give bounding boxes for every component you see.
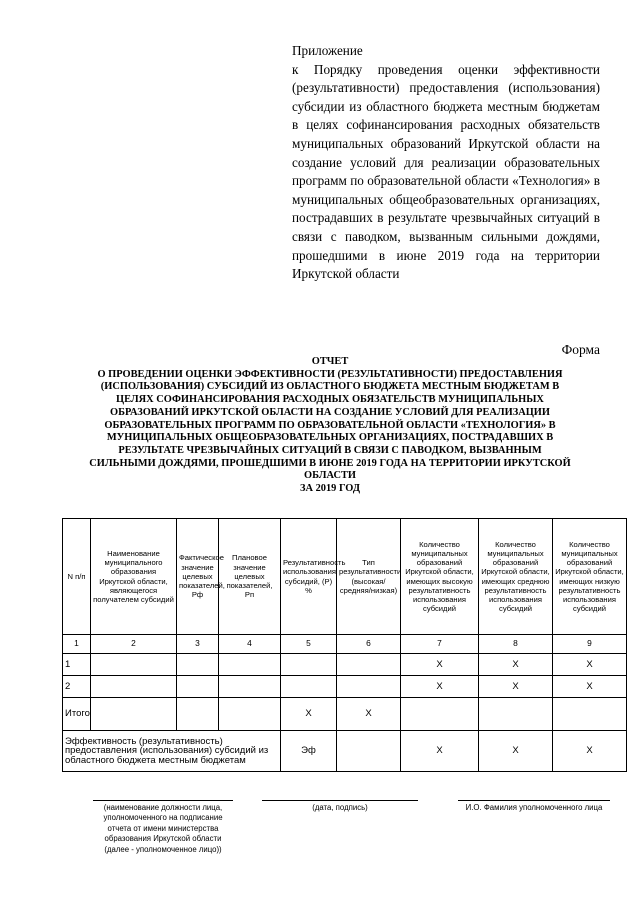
report-title-line: ЗА 2019 ГОД xyxy=(299,483,361,495)
table-cell: 2 xyxy=(63,676,91,698)
header-cell: Плановое значение целевых показателей, Рп xyxy=(219,519,281,635)
position-caption: (наименование должности лица, уполномоченного на подписание отчета от имени министерства образования Иркутской области (далее - уполномоченное лицо)) xyxy=(103,803,223,854)
report-title-line: МУНИЦИПАЛЬНЫХ ОБЩЕОБРАЗОВАТЕЛЬНЫХ ОРГАНИЗАЦИЯХ, ПОСТРАДАВШИХ В xyxy=(106,432,554,444)
column-number: 3 xyxy=(177,635,219,654)
table-cell: Х xyxy=(281,698,337,731)
table-cell: Итого xyxy=(63,698,91,731)
report-title-line: ОБРАЗОВАТЕЛЬНЫХ ПРОГРАММ ПО ОБРАЗОВАТЕЛЬНОЙ ОБЛАСТИ «ТЕХНОЛОГИЯ» В xyxy=(104,419,556,431)
signature-name-block xyxy=(458,800,610,813)
table-cell xyxy=(401,698,479,731)
signature-line xyxy=(93,800,233,801)
appendix-body: к Порядку проведения оценки эффективности (результативности) предоставления (использования) субсидии из областного бюджета местным бюджетам в целях софинансирования расходных обязательств муниципальных образований Иркутской области на создание условий для реализации образовательных программ по образовательной области «Технология» в муниципальных общеобразовательных организациях, пострадавших в результате чрезвычайных ситуаций в связи с паводком, вызванным сильными дождями, прошедшими в июне 2019 года на территории Иркутской области xyxy=(292,61,600,282)
report-title-line: СИЛЬНЫМИ ДОЖДЯМИ, ПРОШЕДШИМИ В ИЮНЕ 2019 ГОДА НА ТЕРРИТОРИИ ИРКУТСКОЙ xyxy=(89,457,571,469)
table-cell xyxy=(337,731,401,772)
signature-line xyxy=(458,800,610,801)
header-cell: Количество муниципальных образований Иркутской области, имеющих низкую результативность использования субсидий xyxy=(553,519,627,635)
header-cell: Наименование муниципального образования Иркутской области, являющегося получателем субсидий xyxy=(91,519,177,635)
appendix-block xyxy=(292,42,600,284)
table-cell xyxy=(219,676,281,698)
table-cell xyxy=(337,676,401,698)
table-cell: Х xyxy=(401,654,479,676)
table-cell: Х xyxy=(479,731,553,772)
report-title-line: ОТЧЕТ xyxy=(311,356,349,367)
report-title-line: (ИСПОЛЬЗОВАНИЯ) СУБСИДИЙ ИЗ ОБЛАСТНОГО БЮДЖЕТА МЕСТНЫМ БЮДЖЕТАМ В xyxy=(100,381,560,393)
column-number: 2 xyxy=(91,635,177,654)
table-cell xyxy=(281,676,337,698)
table-cell xyxy=(91,654,177,676)
report-table xyxy=(62,518,627,772)
column-number: 8 xyxy=(479,635,553,654)
column-number: 7 xyxy=(401,635,479,654)
report-title xyxy=(60,356,600,496)
table-cell xyxy=(553,698,627,731)
table-cell: Х xyxy=(401,731,479,772)
column-number: 9 xyxy=(553,635,627,654)
signature-caption: (дата, подпись) xyxy=(312,803,368,812)
header-cell: Результативность использования субсидий, (Р) % xyxy=(281,519,337,635)
report-title-line: РЕЗУЛЬТАТЕ ЧРЕЗВЫЧАЙНЫХ СИТУАЦИЙ В СВЯЗИ С ПАВОДКОМ, ВЫЗВАННЫМ xyxy=(118,444,542,456)
table-header-row xyxy=(63,519,627,635)
name-caption: И.О. Фамилия уполномоченного лица xyxy=(465,803,603,812)
signature-sign-block xyxy=(262,800,418,813)
signature-position-block xyxy=(93,800,233,855)
efficiency-label: Эффективность (результативность) предоставления (использования) субсидий из областного бюджета местным бюджетам xyxy=(63,731,281,772)
table-cell xyxy=(479,698,553,731)
table-cell xyxy=(91,676,177,698)
total-row xyxy=(63,698,627,731)
column-number: 1 xyxy=(63,635,91,654)
efficiency-row xyxy=(63,731,627,772)
report-title-line: ЦЕЛЯХ СОФИНАНСИРОВАНИЯ РАСХОДНЫХ ОБЯЗАТЕЛЬСТВ МУНИЦИПАЛЬНЫХ xyxy=(116,394,544,406)
column-number-row xyxy=(63,635,627,654)
report-title-line: О ПРОВЕДЕНИИ ОЦЕНКИ ЭФФЕКТИВНОСТИ (РЕЗУЛЬТАТИВНОСТИ) ПРЕДОСТАВЛЕНИЯ xyxy=(97,368,563,380)
column-number: 6 xyxy=(337,635,401,654)
table-cell xyxy=(177,698,219,731)
table-cell: Х xyxy=(479,654,553,676)
signature-line xyxy=(262,800,418,801)
header-cell: N п/п xyxy=(63,519,91,635)
header-cell: Количество муниципальных образований Иркутской области, имеющих высокую результативность использования субсидий xyxy=(401,519,479,635)
form-label: Форма xyxy=(561,342,600,357)
table-cell: Х xyxy=(337,698,401,731)
table-cell xyxy=(177,654,219,676)
table-cell: Х xyxy=(553,654,627,676)
header-cell: Тип результативности (высокая/средняя/низкая) xyxy=(337,519,401,635)
efficiency-value: Эф xyxy=(281,731,337,772)
table-cell xyxy=(219,654,281,676)
table-cell: Х xyxy=(401,676,479,698)
table-cell xyxy=(337,654,401,676)
table-cell xyxy=(219,698,281,731)
table-cell xyxy=(281,654,337,676)
table-cell xyxy=(91,698,177,731)
column-number: 4 xyxy=(219,635,281,654)
header-cell: Фактическое значение целевых показателей, Рф xyxy=(177,519,219,635)
table-cell: 1 xyxy=(63,654,91,676)
header-cell: Количество муниципальных образований Иркутской области, имеющих среднюю результативность использования субсидий xyxy=(479,519,553,635)
table-cell: Х xyxy=(553,731,627,772)
table-cell: Х xyxy=(553,676,627,698)
table-row xyxy=(63,654,627,676)
report-title-line: ОБРАЗОВАНИЙ ИРКУТСКОЙ ОБЛАСТИ НА СОЗДАНИЕ УСЛОВИЙ ДЛЯ РЕАЛИЗАЦИИ xyxy=(110,406,550,418)
table-cell xyxy=(177,676,219,698)
column-number: 5 xyxy=(281,635,337,654)
appendix-title: Приложение xyxy=(292,43,363,58)
table-row xyxy=(63,676,627,698)
report-title-line: ОБЛАСТИ xyxy=(304,470,356,482)
table-cell: Х xyxy=(479,676,553,698)
